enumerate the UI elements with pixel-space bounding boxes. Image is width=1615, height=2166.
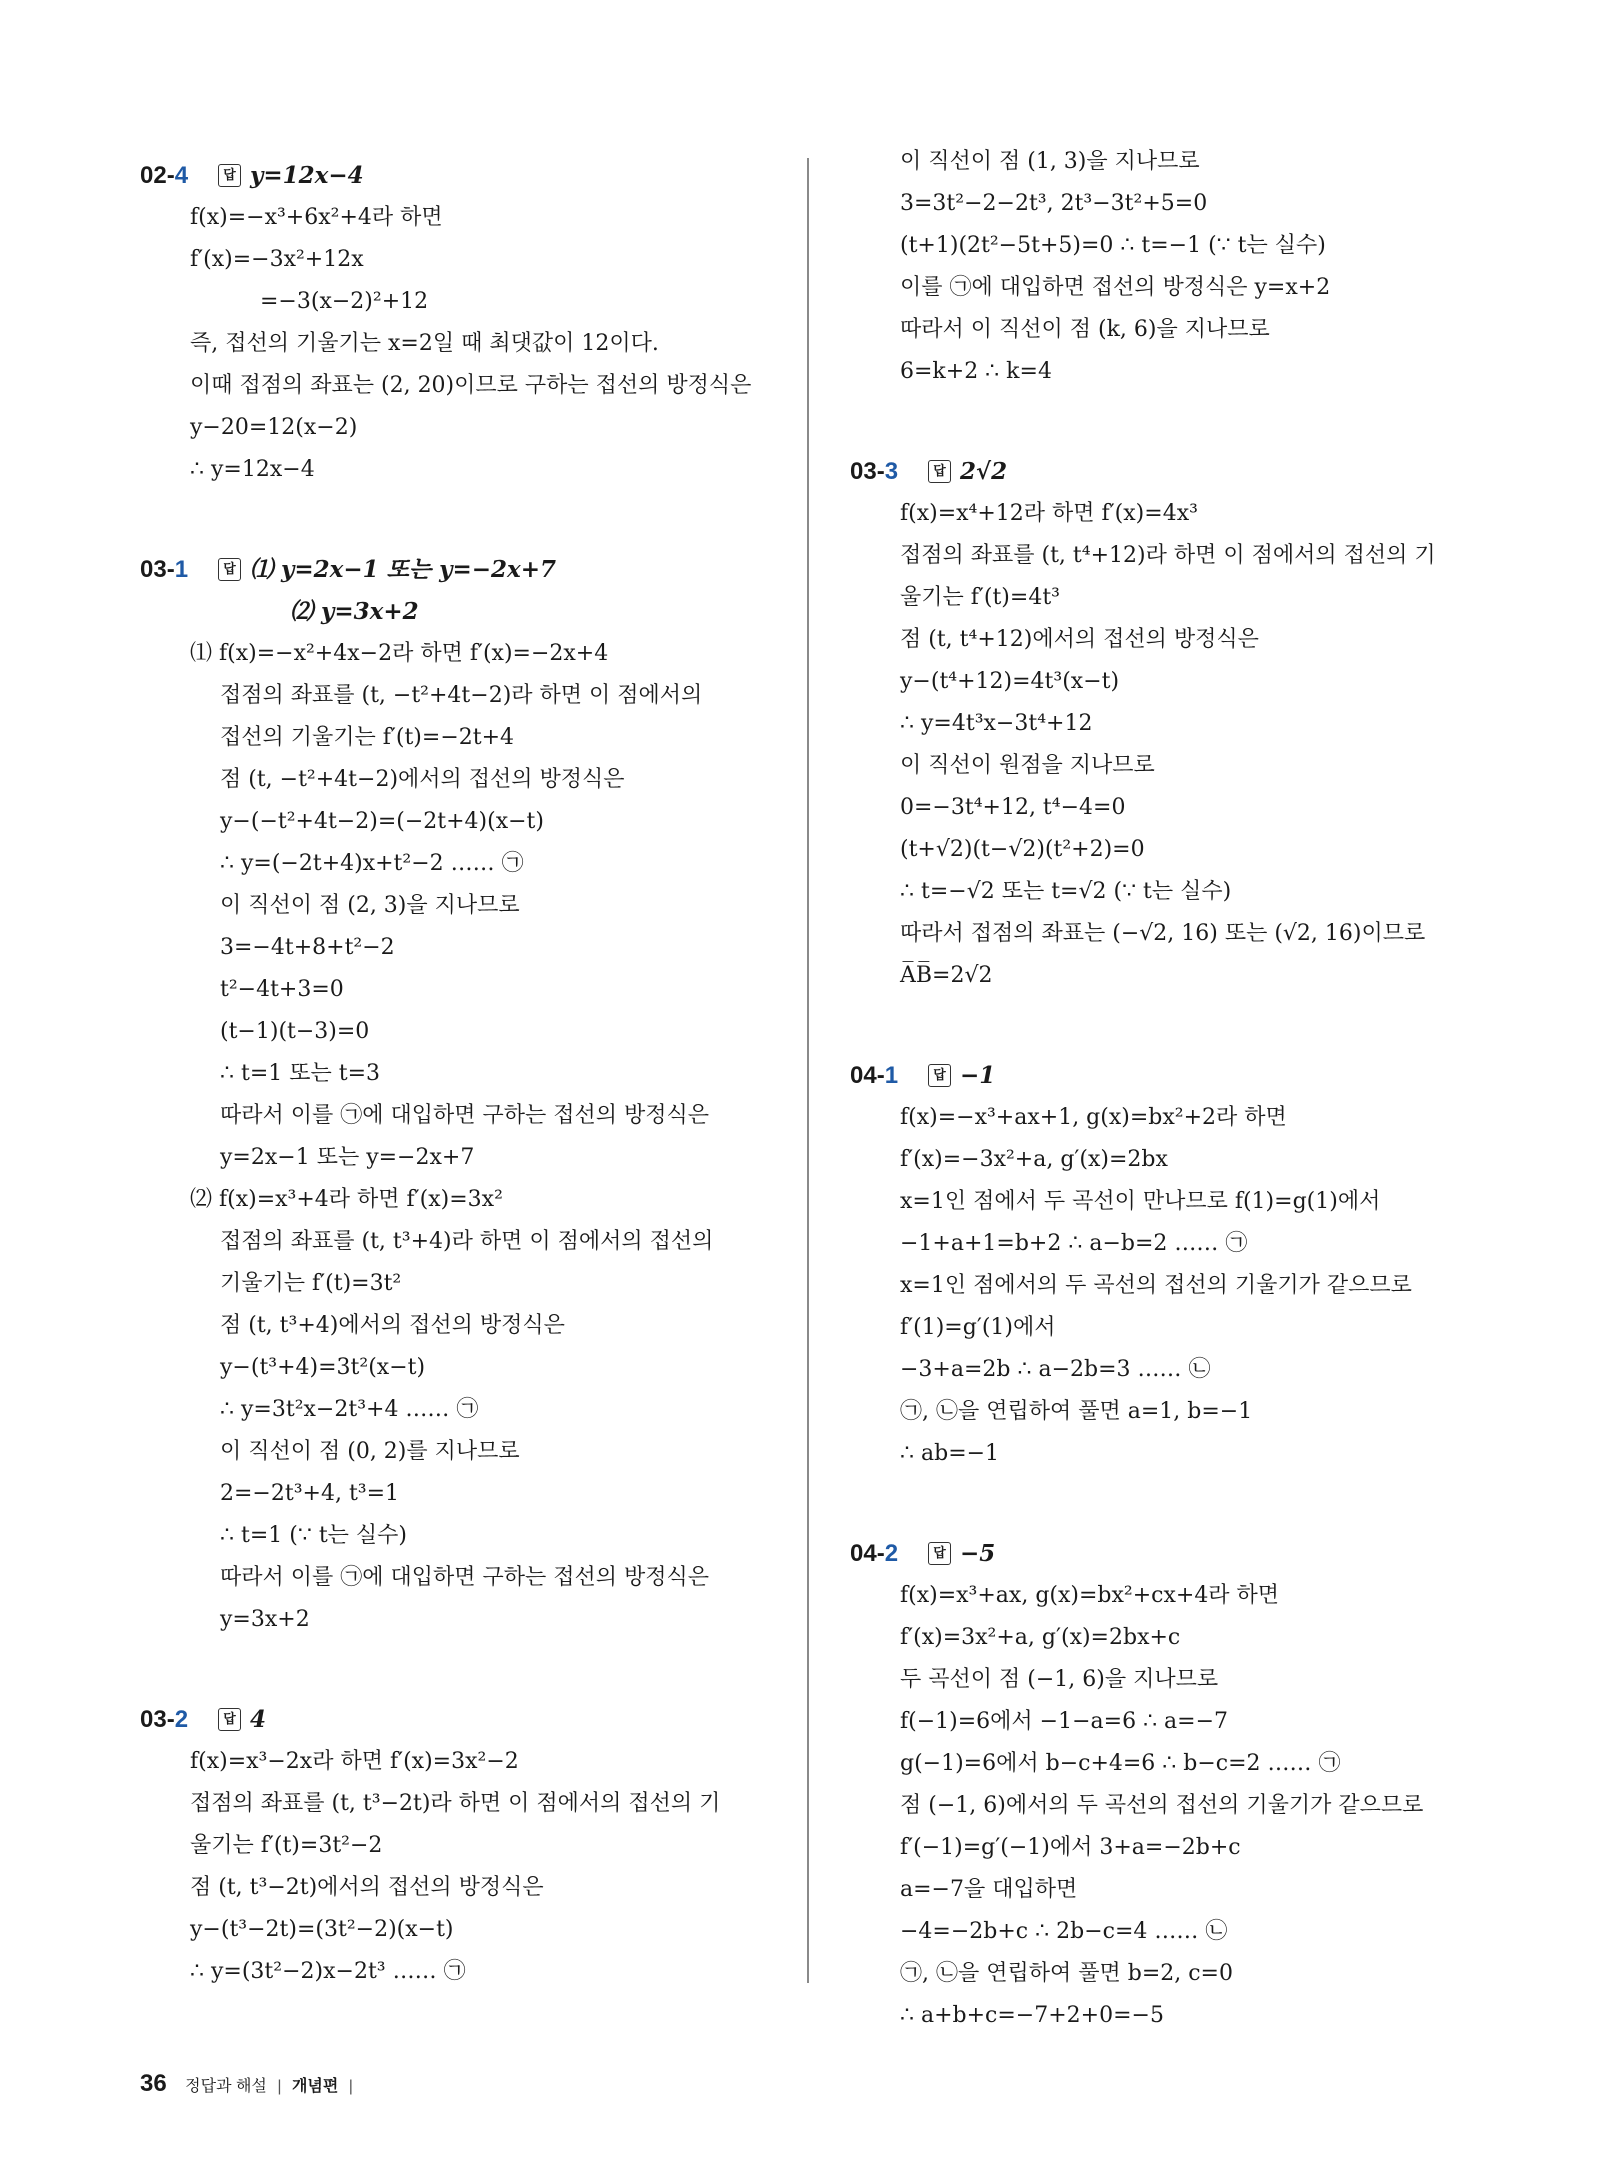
solution-line: ∴ y=(3t²−2)x−2t³ …… ㉠ <box>190 1959 466 1984</box>
solution-line: 즉, 접선의 기울기는 x=2일 때 최댓값이 12이다. <box>190 331 659 356</box>
problem-number-prefix: 04- <box>850 1540 885 1567</box>
solution-line: 두 곡선이 점 (−1, 6)을 지나므로 <box>900 1667 1219 1692</box>
solution-line: 접점의 좌표를 (t, t³−2t)라 하면 이 점에서의 접선의 기 <box>190 1791 721 1816</box>
left-column <box>140 155 780 2051</box>
solution-line: 따라서 접점의 좌표는 (−√2, 16) 또는 (√2, 16)이므로 <box>900 921 1426 946</box>
problem-number-suffix: 3 <box>884 458 899 485</box>
solution-line: f(x)=x⁴+12라 하면 f′(x)=4x³ <box>900 501 1198 526</box>
problem-continuation <box>850 141 1490 393</box>
solution-line: f(−1)=6에서 −1−a=6 ∴ a=−7 <box>900 1709 1229 1734</box>
solution-line: y=3x+2 <box>220 1607 310 1632</box>
solution-line: 이 직선이 점 (0, 2)를 지나므로 <box>220 1439 520 1464</box>
solution-line: ∴ a+b+c=−7+2+0=−5 <box>900 2003 1164 2028</box>
solution-line: x=1인 점에서의 두 곡선의 접선의 기울기가 같으므로 <box>900 1273 1412 1298</box>
solution-line: ㉠, ㉡을 연립하여 풀면 b=2, c=0 <box>900 1961 1233 1986</box>
solution-line: 6=k+2 ∴ k=4 <box>900 359 1052 384</box>
problem-number-suffix: 2 <box>884 1540 899 1567</box>
solution-line: 점 (−1, 6)에서의 두 곡선의 접선의 기울기가 같으므로 <box>900 1793 1424 1818</box>
solution-line: y−20=12(x−2) <box>190 415 358 440</box>
solution-line: 이 직선이 점 (1, 3)을 지나므로 <box>900 149 1200 174</box>
solution-line: 접점의 좌표를 (t, t⁴+12)라 하면 이 점에서의 접선의 기 <box>900 543 1436 568</box>
answer-text: ⑴ y=2x−1 또는 y=−2x+7 <box>250 556 556 583</box>
problem-header <box>140 549 780 591</box>
solution-line: g(−1)=6에서 b−c+4=6 ∴ b−c=2 …… ㉠ <box>900 1751 1341 1776</box>
problem-number <box>850 1055 898 1097</box>
solution-line: (t−1)(t−3)=0 <box>220 1019 370 1044</box>
solution-line: ⑵ f(x)=x³+4라 하면 f′(x)=3x² <box>190 1187 503 1212</box>
solution-line: 접선의 기울기는 f′(t)=−2t+4 <box>220 725 515 750</box>
solution-line: f(x)=−x³+ax+1, g(x)=bx²+2라 하면 <box>900 1105 1287 1130</box>
solution-line: −3+a=2b ∴ a−2b=3 …… ㉡ <box>900 1357 1211 1382</box>
problem-block <box>850 1055 1490 1475</box>
solution-line: (t+√2)(t−√2)(t²+2)=0 <box>900 837 1145 862</box>
column-divider <box>807 158 809 1983</box>
problem-header <box>140 155 780 197</box>
solution-line: f(x)=−x³+6x²+4라 하면 <box>190 205 443 230</box>
answer-badge-icon: 답 <box>218 1708 241 1731</box>
solution-line: y−(t³−2t)=(3t²−2)(x−t) <box>190 1917 454 1942</box>
footer-separator: | <box>348 2078 353 2095</box>
problem-block <box>140 549 780 1641</box>
solution-line: y=2x−1 또는 y=−2x+7 <box>220 1145 475 1170</box>
problem-header <box>850 1533 1490 1575</box>
solution-line: 3=−4t+8+t²−2 <box>220 935 395 960</box>
problem-header <box>850 451 1490 493</box>
footer-separator: | <box>277 2078 282 2095</box>
answer-badge-icon: 답 <box>928 460 951 483</box>
solution-line: ⑴ f(x)=−x²+4x−2라 하면 f′(x)=−2x+4 <box>190 641 609 666</box>
solution-line: 울기는 f′(t)=4t³ <box>900 585 1060 610</box>
problem-block <box>140 155 780 491</box>
solution-line: A̅B̅=2√2 <box>900 963 993 988</box>
solution-line: 점 (t, t⁴+12)에서의 접선의 방정식은 <box>900 627 1259 652</box>
solution-line: 접점의 좌표를 (t, −t²+4t−2)라 하면 이 점에서의 <box>220 683 703 708</box>
answer-badge-icon: 답 <box>928 1064 951 1087</box>
problem-number <box>140 1699 188 1741</box>
solution-line: ∴ y=4t³x−3t⁴+12 <box>900 711 1093 736</box>
solution-line: ∴ t=1 또는 t=3 <box>220 1061 381 1086</box>
solution-line: 이때 접점의 좌표는 (2, 20)이므로 구하는 접선의 방정식은 <box>190 373 752 398</box>
solution-line: 이 직선이 점 (2, 3)을 지나므로 <box>220 893 520 918</box>
solution-line: 따라서 이를 ㉠에 대입하면 구하는 접선의 방정식은 <box>220 1103 710 1128</box>
solution-line: =−3(x−2)²+12 <box>260 289 429 314</box>
problem-header-continued <box>140 591 780 633</box>
problem-number-suffix: 2 <box>174 1706 189 1733</box>
solution-line: ∴ y=(−2t+4)x+t²−2 …… ㉠ <box>220 851 524 876</box>
right-column <box>850 149 1490 2095</box>
problem-number-prefix: 04- <box>850 1062 885 1089</box>
answer-badge-icon: 답 <box>928 1542 951 1565</box>
problem-header <box>140 1699 780 1741</box>
solution-line: 이를 ㉠에 대입하면 접선의 방정식은 y=x+2 <box>900 275 1331 300</box>
problem-number <box>850 451 898 493</box>
answer-text-2: ⑵ y=3x+2 <box>290 598 419 625</box>
page-footer <box>140 2070 359 2098</box>
problem-number-prefix: 02- <box>140 162 175 189</box>
solution-line: 접점의 좌표를 (t, t³+4)라 하면 이 점에서의 접선의 <box>220 1229 714 1254</box>
footer-section: 개념편 <box>291 2078 339 2095</box>
solution-line: 따라서 이 직선이 점 (k, 6)을 지나므로 <box>900 317 1270 342</box>
problem-number <box>850 1533 898 1575</box>
solution-line: f′(x)=−3x²+12x <box>190 247 364 272</box>
answer-text: 2√2 <box>960 458 1008 485</box>
solution-line: f(x)=x³−2x라 하면 f′(x)=3x²−2 <box>190 1749 519 1774</box>
solution-line: f′(x)=3x²+a, g′(x)=2bx+c <box>900 1625 1181 1650</box>
solution-line: y−(t⁴+12)=4t³(x−t) <box>900 669 1120 694</box>
problem-number-suffix: 1 <box>174 556 189 583</box>
problem-block <box>850 1533 1490 2037</box>
solution-line: 0=−3t⁴+12, t⁴−4=0 <box>900 795 1126 820</box>
problem-block <box>140 1699 780 1993</box>
solution-line: ∴ t=1 (∵ t는 실수) <box>220 1523 408 1548</box>
answer-badge-icon: 답 <box>218 164 241 187</box>
solution-line: 울기는 f′(t)=3t²−2 <box>190 1833 383 1858</box>
solution-line: y−(−t²+4t−2)=(−2t+4)(x−t) <box>220 809 544 834</box>
solution-line: −4=−2b+c ∴ 2b−c=4 …… ㉡ <box>900 1919 1228 1944</box>
problem-number-prefix: 03- <box>140 1706 175 1733</box>
solution-line: a=−7을 대입하면 <box>900 1877 1078 1902</box>
solution-line: −1+a+1=b+2 ∴ a−b=2 …… ㉠ <box>900 1231 1248 1256</box>
solution-line: f′(1)=g′(1)에서 <box>900 1315 1056 1340</box>
answer-text: −1 <box>960 1062 996 1089</box>
solution-line: f′(x)=−3x²+a, g′(x)=2bx <box>900 1147 1168 1172</box>
problem-number <box>140 155 188 197</box>
solution-line: ∴ ab=−1 <box>900 1441 1000 1466</box>
answer-text: 4 <box>250 1706 267 1733</box>
answer-text: −5 <box>960 1540 996 1567</box>
solution-line: ∴ y=3t²x−2t³+4 …… ㉠ <box>220 1397 479 1422</box>
solution-line: 3=3t²−2−2t³, 2t³−3t²+5=0 <box>900 191 1208 216</box>
problem-header <box>850 1055 1490 1097</box>
solution-line: f(x)=x³+ax, g(x)=bx²+cx+4라 하면 <box>900 1583 1280 1608</box>
solution-line: t²−4t+3=0 <box>220 977 344 1002</box>
solution-line: 점 (t, −t²+4t−2)에서의 접선의 방정식은 <box>220 767 625 792</box>
answer-badge-icon: 답 <box>218 558 241 581</box>
solution-line: 2=−2t³+4, t³=1 <box>220 1481 400 1506</box>
solution-line: ∴ y=12x−4 <box>190 457 315 482</box>
problem-block <box>850 451 1490 997</box>
problem-number-suffix: 4 <box>174 162 189 189</box>
problem-number-prefix: 03- <box>850 458 885 485</box>
solution-line: 이 직선이 원점을 지나므로 <box>900 753 1155 778</box>
solution-line: x=1인 점에서 두 곡선이 만나므로 f(1)=g(1)에서 <box>900 1189 1381 1214</box>
problem-number <box>140 549 188 591</box>
solution-line: ㉠, ㉡을 연립하여 풀면 a=1, b=−1 <box>900 1399 1253 1424</box>
problem-number-prefix: 03- <box>140 556 175 583</box>
solution-line: f′(−1)=g′(−1)에서 3+a=−2b+c <box>900 1835 1241 1860</box>
solution-line: 점 (t, t³−2t)에서의 접선의 방정식은 <box>190 1875 544 1900</box>
answer-text: y=12x−4 <box>250 162 364 189</box>
solution-line: 따라서 이를 ㉠에 대입하면 구하는 접선의 방정식은 <box>220 1565 710 1590</box>
page-number: 36 <box>140 2070 167 2097</box>
problem-number-suffix: 1 <box>884 1062 899 1089</box>
solution-line: 점 (t, t³+4)에서의 접선의 방정식은 <box>220 1313 565 1338</box>
solution-line: 기울기는 f′(t)=3t² <box>220 1271 402 1296</box>
solution-line: (t+1)(2t²−5t+5)=0 ∴ t=−1 (∵ t는 실수) <box>900 233 1326 258</box>
footer-title: 정답과 해설 <box>185 2078 267 2095</box>
solution-line: ∴ t=−√2 또는 t=√2 (∵ t는 실수) <box>900 879 1232 904</box>
solution-line: y−(t³+4)=3t²(x−t) <box>220 1355 426 1380</box>
